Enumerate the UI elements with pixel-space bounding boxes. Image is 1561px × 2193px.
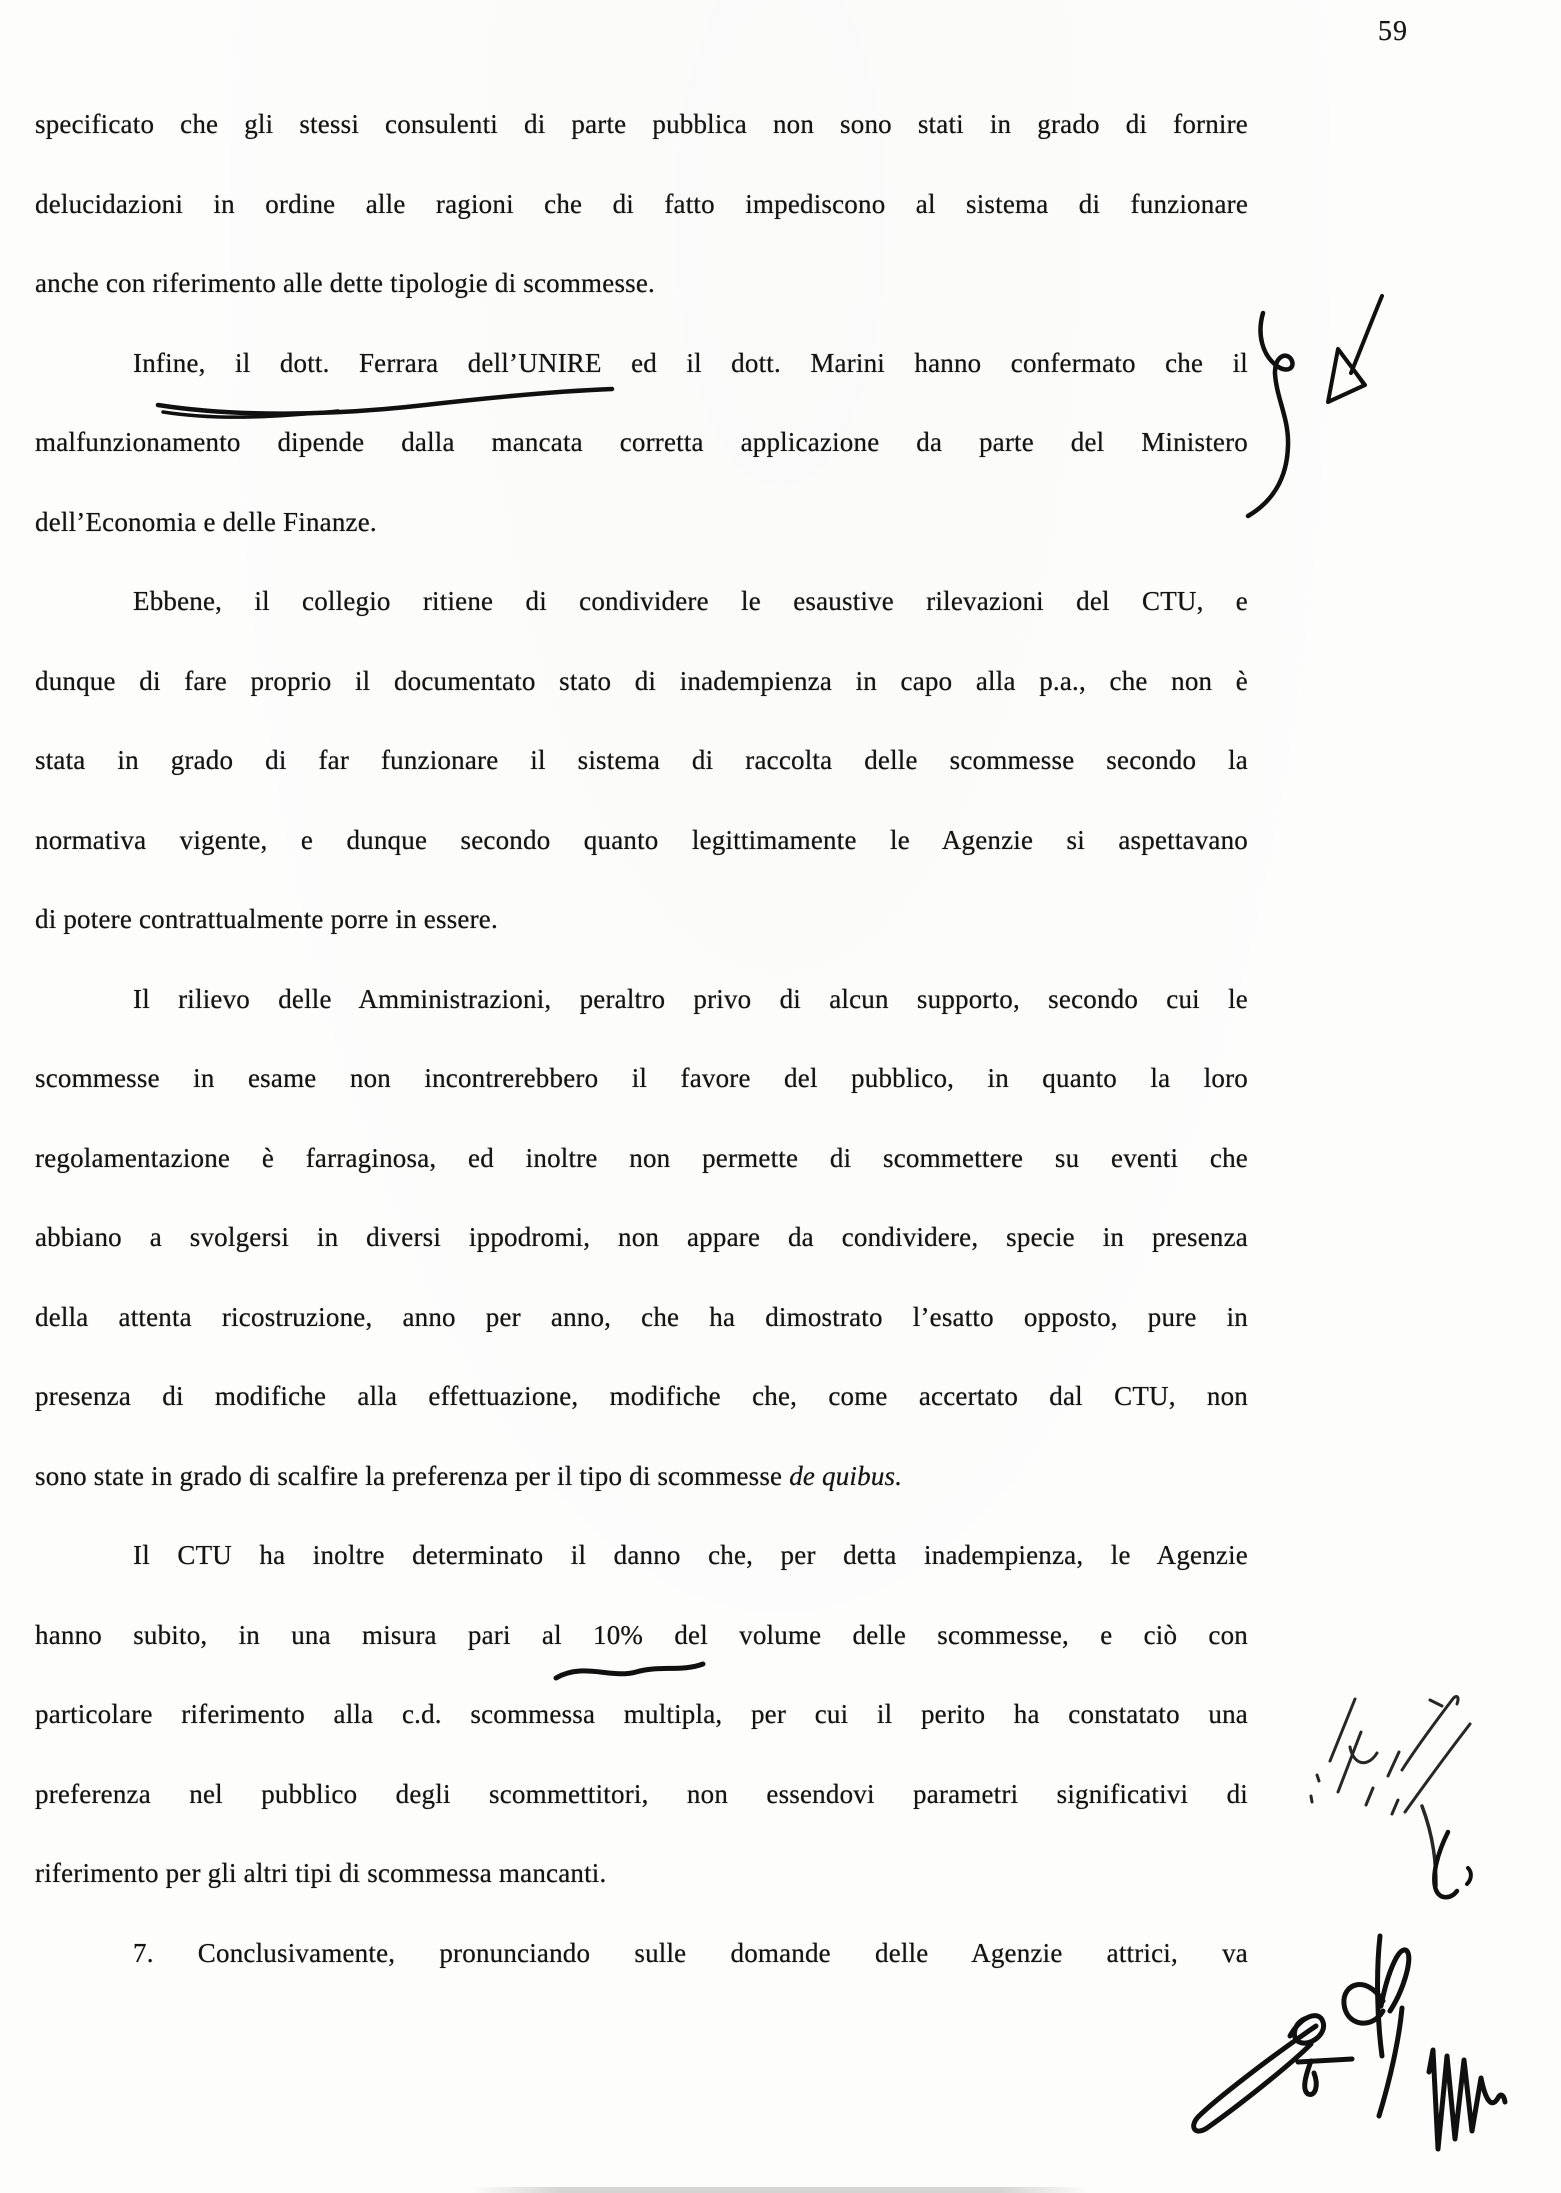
text-line: Ebbene, il collegio ritiene di condividere le esaustive rilevazioni del CTU, e bbox=[133, 586, 1248, 616]
signature-zigzag-mark bbox=[1429, 2050, 1505, 2149]
small-stroke-mark bbox=[1434, 1832, 1457, 1897]
text-line: anche con riferimento alle dette tipologie di scommesse. bbox=[35, 268, 655, 298]
document-body bbox=[35, 85, 1248, 1993]
text-line: hanno subito, in una misura pari al 10% del volume delle scommesse, e ciò con bbox=[35, 1619, 1248, 1650]
signature-flourish-mark bbox=[1378, 1936, 1382, 2056]
initials-mark bbox=[1350, 1747, 1377, 1763]
text-line: dell’Economia e delle Finanze. bbox=[35, 506, 377, 537]
text-line: Il rilievo delle Amministrazioni, peraltro privo di alcun supporto, secondo cui le bbox=[133, 983, 1248, 1014]
text-line: specificato che gli stessi consulenti di parte pubblica non sono stati in grado di fornire bbox=[35, 109, 1248, 139]
text-line: preferenza nel pubblico degli scommettitori, non essendovi parametri significativi di bbox=[35, 1778, 1248, 1809]
text-line: abbiano a svolgersi in diversi ippodromi, non appare da condividere, specie in presenza bbox=[35, 1222, 1248, 1252]
text-line: dunque di fare proprio il documentato stato di inadempienza in capo alla p.a., che non è bbox=[35, 665, 1248, 696]
signature-flourish-mark bbox=[1344, 1985, 1383, 2024]
text-line: 7. Conclusivamente, pronunciando sulle domande delle Agenzie attrici, va bbox=[133, 1937, 1248, 1968]
signature-loop-mark bbox=[1290, 2016, 1324, 2043]
text-line: della attenta ricostruzione, anno per anno, che ha dimostrato l’esatto opposto, pure in bbox=[35, 1301, 1248, 1332]
signature-loop-mark bbox=[1305, 2061, 1317, 2094]
down-left-arrow-icon bbox=[1340, 352, 1362, 384]
text-line: Infine, il dott. Ferrara dell’UNIRE ed il dott. Marini hanno confermato che il bbox=[133, 347, 1248, 378]
text-line: normativa vigente, e dunque secondo quanto legittimamente le Agenzie si aspettavano bbox=[35, 824, 1248, 855]
text-line: sono state in grado di scalfire la preferenza per il tipo di scommesse de quibus. bbox=[35, 1460, 903, 1491]
text-line: delucidazioni in ordine alle ragioni che di fatto impediscono al sistema di funzionare bbox=[35, 188, 1248, 219]
text-line: presenza di modifiche alla effettuazione, modifiche che, come accertato dal CTU, non bbox=[35, 1381, 1248, 1411]
signature-loop-mark bbox=[1194, 2026, 1316, 2131]
initials-mark bbox=[1330, 1699, 1355, 1761]
down-left-arrow-icon bbox=[1328, 349, 1365, 402]
signature-flourish-mark bbox=[1379, 2008, 1402, 2116]
text-line: di potere contrattualmente porre in essere. bbox=[35, 904, 498, 934]
text-line: scommesse in esame non incontrerebbero il favore del pubblico, in quanto la loro bbox=[35, 1063, 1248, 1093]
text-line: Il CTU ha inoltre determinato il danno che, per detta inadempienza, le Agenzie bbox=[133, 1540, 1248, 1570]
scan-edge-artifact bbox=[470, 2187, 1090, 2193]
initials-mark bbox=[1405, 1724, 1470, 1812]
initials-mark bbox=[1422, 1806, 1436, 1886]
initials-mark bbox=[1430, 1700, 1442, 1706]
text-line: regolamentazione è farraginosa, ed inoltre non permette di scommettere su eventi che bbox=[35, 1142, 1248, 1173]
down-left-arrow-icon bbox=[1351, 296, 1382, 373]
small-stroke-mark bbox=[1467, 1868, 1471, 1884]
initials-mark bbox=[1388, 1752, 1399, 1776]
text-line: malfunzionamento dipende dalla mancata corretta applicazione da parte del Ministero bbox=[35, 427, 1248, 457]
initials-mark bbox=[1402, 1697, 1458, 1770]
initials-mark bbox=[1392, 1800, 1398, 1814]
initials-mark bbox=[1311, 1796, 1312, 1802]
signature-flourish-mark bbox=[1381, 1950, 1409, 2011]
initials-mark bbox=[1366, 1788, 1373, 1805]
text-line: stata in grado di far funzionare il sistema di raccolta delle scommesse secondo la bbox=[35, 745, 1248, 775]
text-line: particolare riferimento alla c.d. scommessa multipla, per cui il perito ha constatato una bbox=[35, 1699, 1248, 1729]
initials-mark bbox=[1317, 1775, 1319, 1781]
initials-mark bbox=[1338, 1732, 1361, 1792]
text-line: riferimento per gli altri tipi di scommessa mancanti. bbox=[35, 1858, 607, 1888]
page-number: 59 bbox=[1378, 16, 1408, 47]
signature-loop-mark bbox=[1298, 2059, 1352, 2062]
margin-brace-mark bbox=[1248, 313, 1293, 516]
